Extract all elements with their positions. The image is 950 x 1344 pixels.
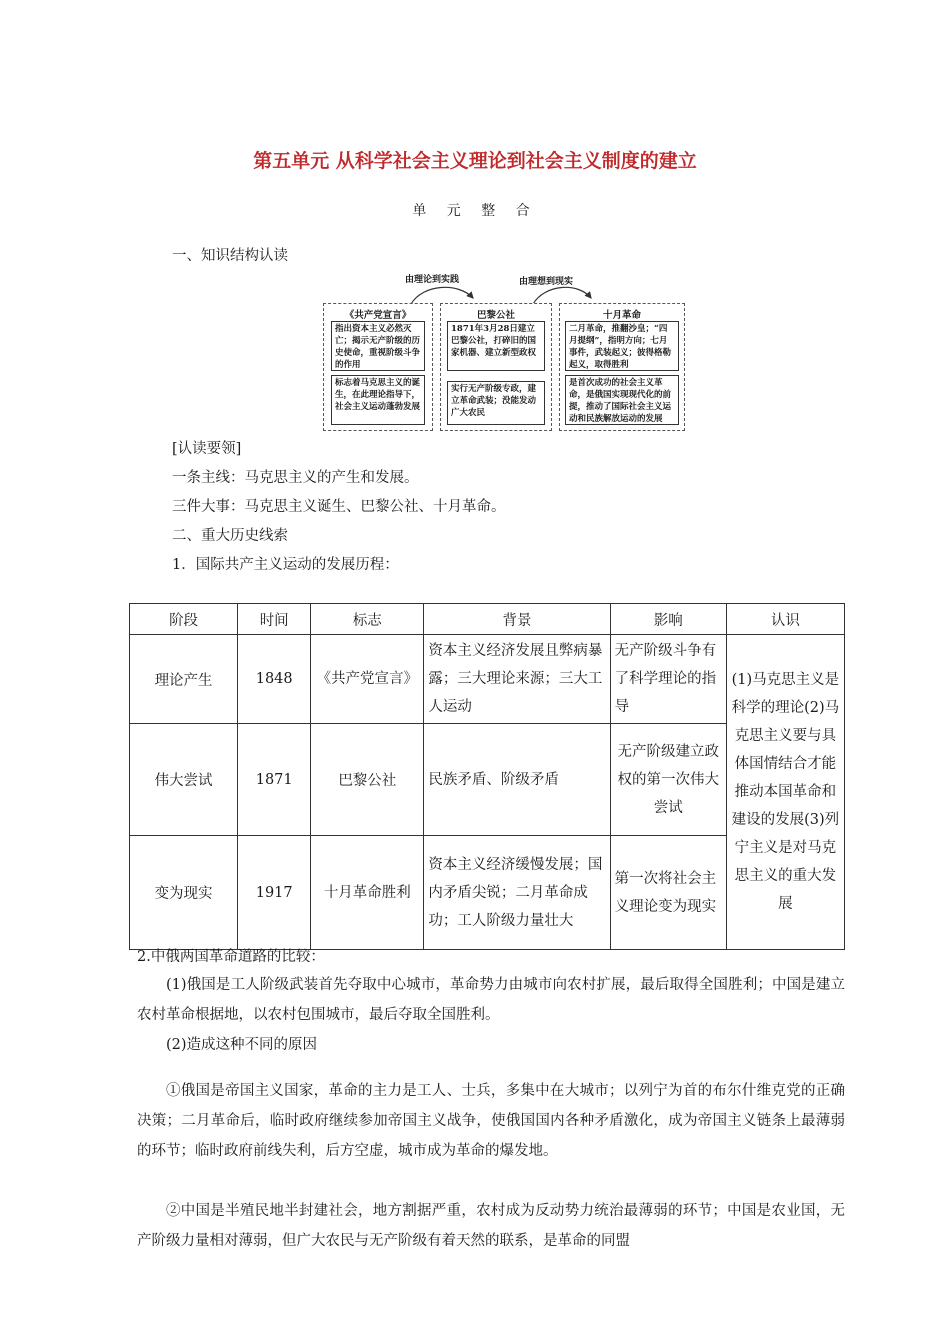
header-time: 时间 [238, 604, 311, 635]
cell-mark: 十月革命胜利 [311, 836, 424, 950]
diagram-box-heading: 十月革命 [602, 310, 641, 321]
table-header-row [130, 604, 845, 635]
diagram-box-significance: 是首次成功的社会主义革命，是俄国实现现代化的前提，推动了国际社会主义运动和民族解放运动的发展 [565, 375, 679, 425]
cell-time: 1848 [238, 635, 311, 724]
development-table [129, 603, 845, 950]
cell-mark: 《共产党宣言》 [311, 635, 424, 724]
cell-impact: 第一次将社会主义理论变为现实 [610, 836, 726, 950]
diagram-box-significance: 实行无产阶级专政，建立革命武装；没能发动广大农民 [447, 381, 545, 425]
diagram-box-manifesto [323, 303, 433, 431]
diagram-box-october-revolution [559, 303, 685, 431]
diagram-box-content: 指出资本主义必然灭亡；揭示无产阶级的历史使命，重视阶级斗争的作用 [331, 321, 425, 371]
paragraph-3: ①俄国是帝国主义国家，革命的主力是工人、士兵，多集中在大城市；以列宁为首的布尔什维克党的正确决策；二月革命后，临时政府继续参加帝国主义战争，使俄国国内各种矛盾激化，成为帝国主义链条上最薄弱的环节；临时政府前线失利，后方空虚，城市成为革命的爆发地。 [137, 1083, 845, 1159]
cell-background: 资本主义经济发展且弊病暴露；三大理论来源；三大工人运动 [424, 635, 610, 724]
cell-background: 资本主义经济缓慢发展；国内矛盾尖锐；二月革命成功；工人阶级力量壮大 [424, 836, 610, 950]
arrow-ideal-to-reality [533, 287, 591, 304]
cell-mark: 巴黎公社 [311, 724, 424, 836]
section-heading-2: 二、重大历史线索 [172, 528, 288, 544]
table-row [130, 635, 845, 724]
header-background: 背景 [424, 604, 610, 635]
header-stage: 阶段 [130, 604, 238, 635]
item-1-heading: 1．国际共产主义运动的发展历程： [172, 557, 399, 573]
cell-recognition: (1)马克思主义是科学的理论(2)马克思主义要与具体国情结合才能推动本国革命和建设的发展(3)列宁主义是对马克思主义的重大发展 [726, 635, 844, 950]
paragraph-1: (1)俄国是工人阶级武装首先夺取中心城市，革命势力由城市向农村扩展，最后取得全国胜利；中国是建立农村革命根据地，以农村包围城市，最后夺取全国胜利。 [137, 977, 845, 1023]
header-impact: 影响 [610, 604, 726, 635]
cell-background: 民族矛盾、阶级矛盾 [424, 724, 610, 836]
header-recognition: 认识 [726, 604, 844, 635]
arrow-theory-to-practice [411, 287, 473, 304]
diagram-box-content: 二月革命，推翻沙皇；“四月提纲”，指明方向；七月事件，武装起义；彼得格勒起义，取得胜利 [565, 321, 679, 371]
section-heading-1: 一、知识结构认读 [172, 248, 288, 264]
cell-stage: 变为现实 [130, 836, 238, 950]
diagram-box-content: 1871年3月28日建立巴黎公社，打碎旧的国家机器、建立新型政权 [447, 321, 545, 371]
main-line-text: 一条主线：马克思主义的产生和发展。 [172, 470, 419, 486]
diagram-box-paris-commune [440, 303, 552, 431]
diagram-box-heading: 《共产党宣言》 [344, 310, 412, 321]
paragraph-4: ②中国是半殖民地半封建社会，地方割据严重，农村成为反动势力统治最薄弱的环节；中国是农业国，无产阶级力量相对薄弱，但广大农民与无产阶级有着天然的联系，是革命的同盟 [137, 1203, 845, 1249]
diagram-box-significance: 标志着马克思主义的诞生，在此理论指导下，社会主义运动蓬勃发展 [331, 375, 425, 425]
three-events-text: 三件大事：马克思主义诞生、巴黎公社、十月革命。 [172, 499, 506, 515]
arrow-label-1: 由理论到实践 [405, 275, 460, 285]
cell-impact: 无产阶级建立政权的第一次伟大尝试 [610, 724, 726, 836]
subtitle: 单 元 整 合 [412, 203, 538, 219]
page-title: 第五单元 从科学社会主义理论到社会主义制度的建立 [253, 150, 697, 172]
cell-stage: 伟大尝试 [130, 724, 238, 836]
item-2-heading: 2.中俄两国革命道路的比较： [137, 949, 325, 965]
diagram-box-heading: 巴黎公社 [476, 310, 515, 321]
paragraph-2: (2)造成这种不同的原因 [166, 1037, 318, 1053]
header-mark: 标志 [311, 604, 424, 635]
reading-points-label: [认读要领] [172, 441, 242, 457]
knowledge-structure-diagram [323, 270, 685, 432]
arrow-label-2: 由理想到现实 [519, 277, 574, 287]
cell-time: 1871 [238, 724, 311, 836]
cell-time: 1917 [238, 836, 311, 950]
cell-stage: 理论产生 [130, 635, 238, 724]
cell-impact: 无产阶级斗争有了科学理论的指导 [610, 635, 726, 724]
